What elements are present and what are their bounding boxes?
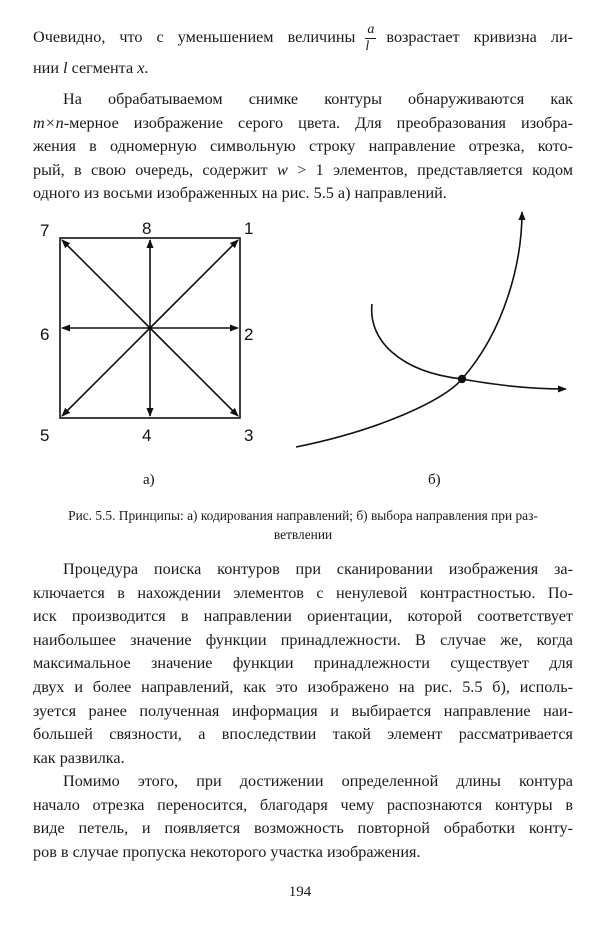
paragraph-1-line-1: Очевидно, что с уменьшением величины $\frac{a}{l}$ возрастает кривизна ли- (33, 22, 573, 54)
direction-arrow-7 (62, 240, 150, 328)
figure-caption (33, 506, 573, 544)
paragraph-4 (33, 770, 573, 864)
direction-label-1: 1 (244, 219, 254, 238)
subfigure-label-a: а) (143, 472, 155, 488)
paragraph-3-line-9: как развилка. (33, 748, 125, 767)
paragraph-3-line-6: двух и более направлений, как это изображено на рис. 5.5 б), исполь- (33, 677, 573, 696)
paragraph-3-line-3: иск производится в направлении ориентации, которой соответствует (33, 607, 573, 626)
paragraph-4-line-4: ров в случае пропуска некоторого участка изображения. (33, 842, 421, 861)
direction-arrow-1 (150, 240, 238, 328)
paragraph-3-line-4: наибольшее значение функции принадлежности. В случае же, когда (33, 630, 573, 649)
paragraph-4-line-2: начало отрезка переносится, благодаря чему распознаются контуры в (33, 795, 573, 814)
paragraph-1-line-2: нии l сегмента x. (33, 59, 149, 77)
direction-coding-diagram (60, 238, 240, 418)
figure-caption-line-2: ветвлении (273, 527, 333, 542)
direction-label-2: 2 (244, 325, 254, 344)
fraction-a-over-l: $\frac{a}{l}$ (365, 22, 375, 54)
direction-label-8: 8 (142, 219, 152, 238)
direction-arrow-5 (62, 328, 150, 416)
branch-contour-curve (372, 304, 566, 389)
direction-label-5: 5 (40, 426, 50, 445)
paragraph-3-line-1: Процедура поиска контуров при сканировании изображения за- (63, 560, 573, 578)
direction-label-7: 7 (40, 221, 50, 240)
paragraph-2-line-4: рый, в свою очередь, содержит w > 1 элементов, представляется кодом (33, 160, 573, 179)
paragraph-4-line-1: Помимо этого, при достижении определенной длины контура (63, 772, 573, 790)
figure-caption-line-1: Рис. 5.5. Принципы: а) кодирования направлений; б) выбора направления при раз- (68, 508, 538, 523)
subfigure-label-b: б) (428, 472, 441, 488)
direction-label-6: 6 (40, 325, 50, 344)
branch-point (458, 375, 466, 383)
paragraph-2-line-3: жения в одномерную символьную строку направление отрезка, кото- (33, 137, 573, 156)
direction-label-4: 4 (142, 426, 152, 445)
paragraph-4-line-3: виде петель, и появляется возможность повторной обработки конту- (33, 819, 573, 838)
paragraph-3 (33, 558, 573, 770)
paragraph-3-line-8: большей связности, а впоследствии такой элемент рассматривается (33, 725, 573, 744)
paragraph-3-line-2: ключается в нахождении элементов с ненулевой контрастностью. По- (33, 583, 573, 602)
paragraph-2-line-5: одного из восьми изображенных на рис. 5.5 а) направлений. (33, 184, 447, 203)
branching-diagram (296, 212, 566, 447)
paragraph-2-line-2: m×n-мерное изображение серого цвета. Для преобразования изобра- (33, 113, 573, 132)
page-number: 194 (288, 884, 312, 900)
direction-arrow-3 (150, 328, 238, 416)
paragraph-2-line-1: На обрабатываемом снимке контуры обнаруживаются как (63, 90, 573, 108)
paragraph-3-line-7: зуется ранее полученная информация и выбирается направление наи- (33, 701, 573, 720)
main-contour-curve (296, 212, 522, 447)
direction-label-3: 3 (244, 426, 254, 445)
paragraph-3-line-5: максимальное значение функции принадлежности существует для (33, 654, 573, 673)
